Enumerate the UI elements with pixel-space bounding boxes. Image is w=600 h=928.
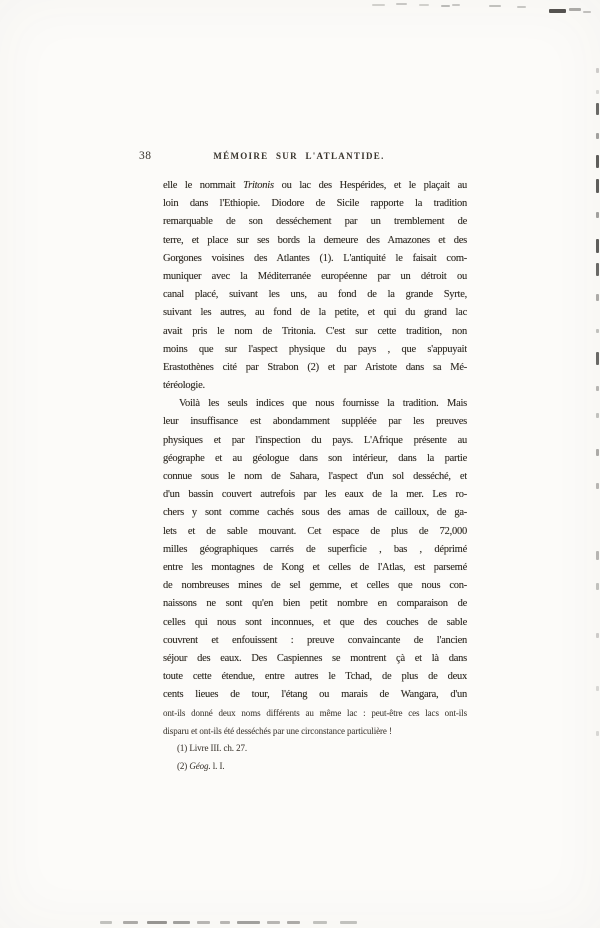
- ink-dash: [596, 413, 599, 418]
- ink-dash: [396, 3, 407, 5]
- ink-dash: [313, 921, 327, 924]
- body-line: terre, et place sur ses bords la demeure des Amazones et des: [163, 234, 467, 246]
- body-line: moins que sur l'aspect physique du pays , que s'appuyait: [163, 343, 467, 355]
- ink-dash: [452, 4, 460, 6]
- ink-dash: [596, 239, 599, 253]
- ink-dash: [596, 686, 599, 691]
- ink-dash: [583, 11, 591, 13]
- ink-dash: [596, 68, 599, 73]
- footnote-line: disparu et ont-ils été desséchés par une circonstance particulière !: [163, 725, 392, 736]
- body-line: toute cette étendue, entre autres le Tchad, de plus de deux: [163, 671, 467, 683]
- page-number: 38: [139, 150, 152, 162]
- body-line: avait pris le nom de Tritonia. C'est sur cette tradition, non: [163, 325, 467, 337]
- body-text: [163, 177, 467, 704]
- ink-dash: [549, 9, 566, 13]
- ink-dash: [419, 4, 429, 6]
- body-line: Voilà les seuls indices que nous fournisse la tradition. Mais: [179, 398, 467, 410]
- body-line: téréologie.: [163, 380, 205, 392]
- body-line: physiques et par l'inspection du pays. L'Afrique présente au: [163, 434, 467, 446]
- ink-dash: [340, 921, 357, 924]
- body-line: Gorgones voisines des Atlantes (1). L'antiquité le faisait com-: [163, 252, 467, 264]
- body-line: muniquer avec la Méditerranée européenne par un détroit ou: [163, 270, 467, 282]
- ink-dash: [596, 212, 599, 218]
- body-line: Erastothènes cité par Strabon (2) et par Aristote dans sa Mé-: [163, 361, 467, 373]
- footnote-line: ont-ils donné deux noms différents au même lac : peut-être ces lacs ont-ils: [163, 708, 467, 718]
- footnote: [163, 705, 467, 775]
- ink-dash: [517, 6, 526, 8]
- body-line: naissons ne sont qu'en bien petit nombre en comparaison de: [163, 598, 467, 610]
- footnote-line: (1) Livre III. ch. 27.: [177, 743, 248, 753]
- body-line: lets et de sable mouvant. Cet espace de plus de 72,000: [163, 525, 467, 537]
- body-line: loin dans l'Ethiopie. Diodore de Sicile rapporte la tradition: [163, 198, 467, 210]
- body-line: canal placé, suivant les uns, au fond de la grande Syrte,: [163, 289, 467, 301]
- ink-dash: [596, 90, 599, 94]
- body-line: elle le nommait Tritonis ou lac des Hespérides, et le plaçait au: [163, 180, 467, 191]
- ink-dash: [220, 921, 230, 924]
- ink-dash: [287, 921, 300, 924]
- ink-dash: [267, 921, 280, 924]
- ink-dash: [596, 583, 599, 590]
- ink-dash: [569, 8, 581, 11]
- ink-dash: [596, 179, 599, 193]
- ink-dash: [596, 329, 599, 333]
- ink-dash: [596, 731, 599, 736]
- ink-dash: [147, 921, 167, 924]
- body-line: séjour des eaux. Des Caspiennes se montrent çà et là dans: [163, 652, 467, 664]
- ink-dash: [441, 5, 450, 7]
- italic-text: Géog.: [189, 760, 211, 771]
- ink-dash: [372, 4, 385, 6]
- ink-dash: [173, 921, 190, 924]
- ink-dash: [596, 155, 599, 168]
- ink-dash: [596, 386, 599, 391]
- body-line: d'un bassin couvert autrefois par les eaux de la mer. Les ro-: [163, 489, 467, 501]
- ink-dash: [596, 633, 599, 638]
- ink-dash: [197, 921, 210, 924]
- ink-dash: [596, 449, 599, 456]
- body-line: chers y sont comme cachés sous des amas de cailloux, de ga-: [163, 507, 467, 519]
- body-line: cents lieues de tour, l'étang ou marais de Wangara, d'un: [163, 689, 467, 701]
- body-line: suivant les autres, au fond de la petite, et qui du grand lac: [163, 307, 467, 319]
- ink-dash: [596, 294, 599, 301]
- ink-dash: [596, 352, 599, 365]
- ink-dash: [596, 133, 599, 139]
- ink-dash: [123, 921, 138, 924]
- body-line: milles géographiques carrés de superficie , bas , déprimé: [163, 543, 467, 555]
- ink-dash: [596, 103, 599, 115]
- footnote-line: (2) Géog. l. I.: [177, 760, 225, 771]
- italic-text: Tritonis: [243, 180, 274, 191]
- ink-dash: [237, 921, 260, 924]
- body-line: couvrent et enfouissent : preuve convaincante de l'ancien: [163, 634, 467, 646]
- body-line: celles qui nous sont inconnues, et que des couches de sable: [163, 616, 467, 628]
- ink-dash: [596, 551, 599, 560]
- body-line: connue sous le nom de Sahara, l'aspect d'un sol desséché, et: [163, 471, 467, 482]
- ink-dash: [596, 263, 599, 276]
- body-line: de nombreuses mines de sel gemme, et celles que nous con-: [163, 580, 467, 592]
- body-line: géographe et au géologue dans son intérieur, dans la partie: [163, 452, 467, 464]
- body-line: entre les montagnes de Kong et celles de l'Atlas, est parsemé: [163, 561, 467, 573]
- ink-dash: [100, 921, 112, 924]
- ink-dash: [596, 483, 599, 489]
- running-title: MÉMOIRE SUR L'ATLANTIDE.: [213, 151, 385, 161]
- body-line: remarquable de son desséchement par un tremblement de: [163, 216, 467, 228]
- ink-dash: [489, 5, 501, 7]
- body-line: leur insuffisance est abondamment suppléée par les preuves: [163, 416, 467, 428]
